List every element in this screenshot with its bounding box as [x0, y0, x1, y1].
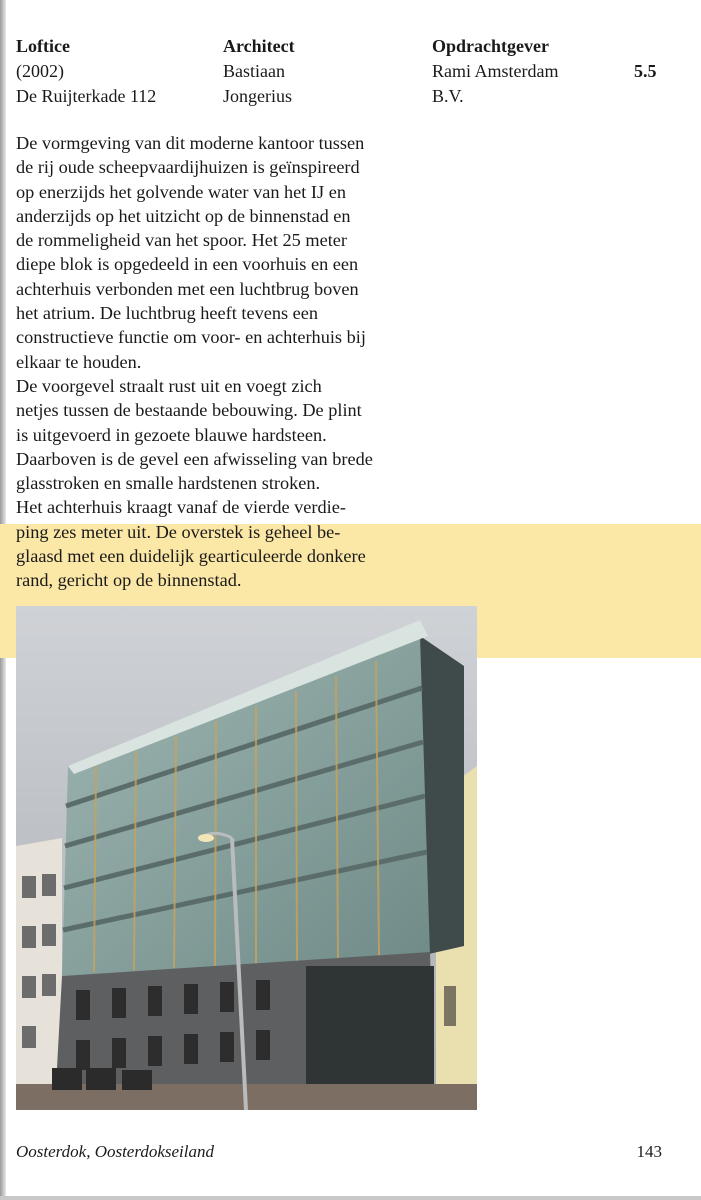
text-line: diepe blok is opgedeeld in een voorhuis en een	[16, 254, 359, 275]
page-number: 143	[636, 1142, 662, 1161]
project-column	[16, 34, 216, 109]
text-line: anderzijds op het uitzicht op de binnenstad en	[16, 205, 351, 226]
description-text	[16, 131, 486, 593]
client-name-line1: Rami Amsterdam	[432, 61, 559, 81]
page-edge-bottom	[0, 1196, 701, 1200]
architect-column	[223, 34, 423, 109]
architect-first-name: Bastiaan	[223, 61, 285, 81]
text-line: Het achterhuis kraagt vanaf de vierde verdie-	[16, 497, 346, 518]
section-number-column	[634, 34, 674, 84]
text-line: De vormgeving van dit moderne kantoor tussen	[16, 133, 365, 153]
text-line: is uitgevoerd in gezoete blauwe hardsteen.	[16, 424, 327, 445]
text-line: het atrium. De luchtbrug heeft tevens een	[16, 303, 319, 324]
client-name-line2: B.V.	[432, 86, 464, 106]
text-line: op enerzijds het golvende water van het IJ en	[16, 181, 346, 202]
text-line: netjes tussen de bestaande bebouwing. De plint	[16, 400, 362, 421]
section-number: 5.5	[634, 61, 657, 81]
text-line: glasstroken en smalle hardstenen stroken.	[16, 473, 321, 494]
text-line: ping zes meter uit. De overstek is geheel be-	[16, 521, 341, 542]
project-year: (2002)	[16, 61, 64, 81]
text-line: glaasd met een duidelijk gearticuleerde donkere	[16, 546, 366, 567]
text-line: elkaar te houden.	[16, 351, 142, 372]
text-line: rand, gericht op de binnenstad.	[16, 570, 242, 591]
architect-label: Architect	[223, 36, 295, 56]
footer-location: Oosterdok, Oosterdokseiland	[16, 1142, 214, 1161]
text-line: De voorgevel straalt rust uit en voegt zich	[16, 375, 322, 396]
client-label: Opdrachtgever	[432, 36, 549, 56]
text-line: constructieve functie om voor- en achterhuis bij	[16, 327, 366, 348]
client-column	[432, 34, 622, 109]
project-name: Loftice	[16, 36, 70, 56]
text-line: Daarboven is de gevel een afwisseling van brede	[16, 448, 373, 469]
text-line: de rommeligheid van het spoor. Het 25 meter	[16, 230, 348, 251]
project-address: De Ruijterkade 112	[16, 86, 157, 106]
text-line: achterhuis verbonden met een luchtbrug boven	[16, 278, 359, 299]
text-line: de rij oude scheepvaardijhuizen is geïnspireerd	[16, 157, 360, 178]
architect-last-name: Jongerius	[223, 86, 292, 106]
building-photo	[16, 606, 477, 1110]
